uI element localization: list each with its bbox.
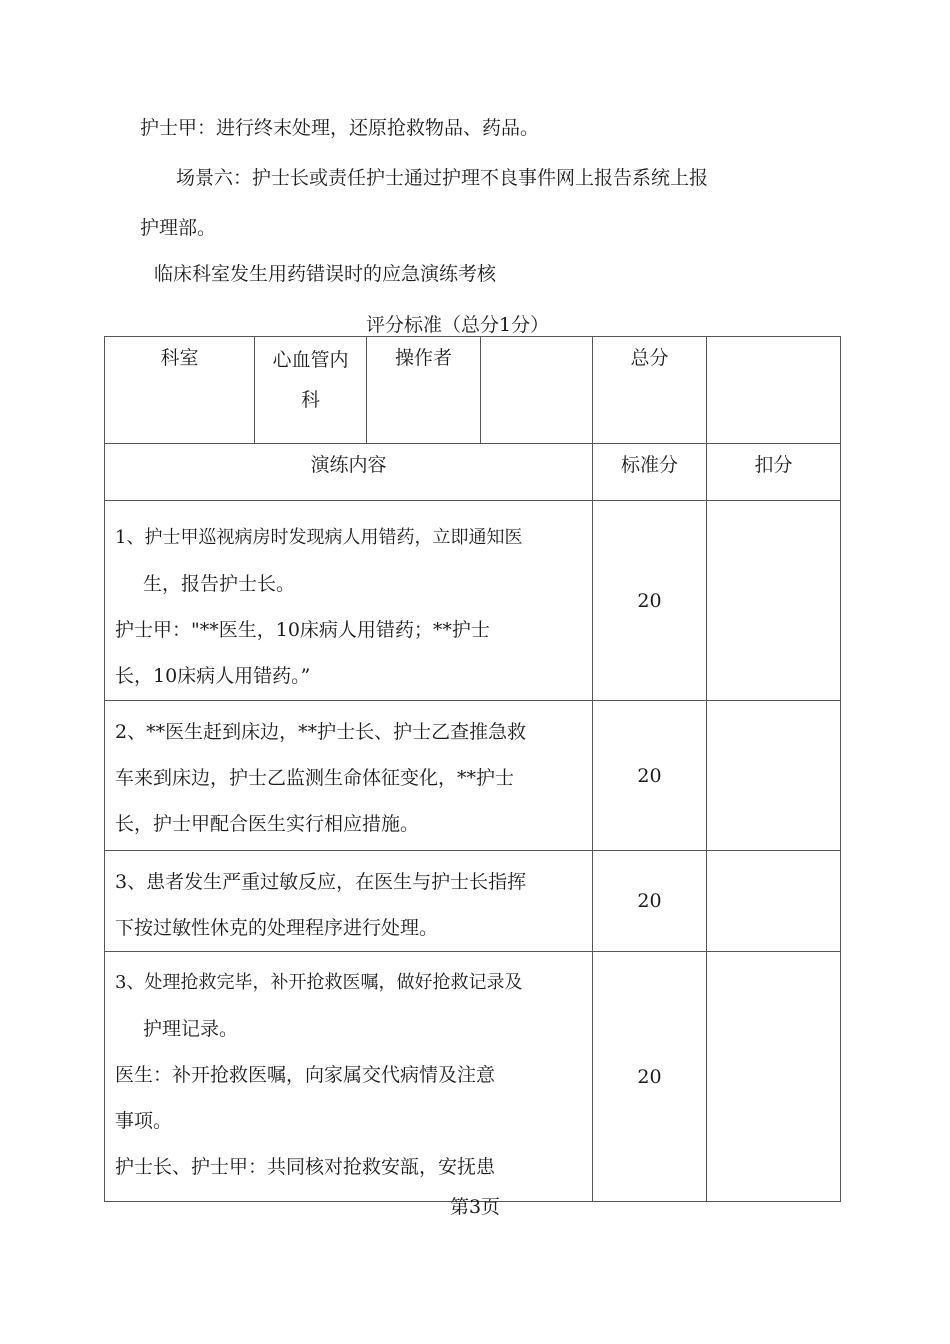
table-row <box>105 701 841 851</box>
table-row <box>105 851 841 952</box>
row-3-content <box>105 851 593 952</box>
deduct-header-cell <box>707 444 841 501</box>
row-2-score: 20 <box>593 701 707 851</box>
standard-header-cell <box>593 444 707 501</box>
deduct-header: 扣分 <box>754 454 793 476</box>
paragraph-scene-six-continued: 护理部。 <box>140 217 217 239</box>
row-4-content <box>105 952 593 1202</box>
paragraph-scene-six: 场景六：护士长或责任护士通过护理不良事件网上报告系统上报 <box>176 167 709 189</box>
page-number: 第3页 <box>449 1196 501 1218</box>
row-3-score: 20 <box>593 851 707 952</box>
table-row <box>105 952 841 1202</box>
standard-header: 标准分 <box>620 454 678 476</box>
total-label: 总分 <box>630 347 669 369</box>
row-3-line-1: 3、患者发生严重过敏反应，在医生与护士长指挥 <box>115 871 527 893</box>
row-4-line-5: 护士长、护士甲：共同核对抢救安瓿，安抚患 <box>115 1156 496 1178</box>
row-4-line-2: 护理记录。 <box>143 1018 239 1040</box>
table-subheader-row <box>105 444 841 501</box>
row-1-line-2: 生，报告护士长。 <box>143 573 296 595</box>
total-value-cell <box>707 337 841 444</box>
row-3-line-2: 下按过敏性休克的处理程序进行处理。 <box>115 917 439 939</box>
row-1-content <box>105 501 593 701</box>
operator-value-cell <box>481 337 593 444</box>
total-label-cell <box>593 337 707 444</box>
table-row <box>105 501 841 701</box>
content-header-cell <box>105 444 593 501</box>
dept-label-cell <box>105 337 255 444</box>
operator-label-cell <box>367 337 481 444</box>
row-2-content <box>105 701 593 851</box>
row-1-score: 20 <box>593 501 707 701</box>
row-2-deduct <box>707 701 841 851</box>
dept-value-line-1: 心血管内 <box>272 349 349 371</box>
row-4-line-1: 3、处理抢救完毕，补开抢救医嘱，做好抢救记录及 <box>115 972 523 993</box>
paragraph-terminal-processing: 护士甲：进行终末处理，还原抢救物品、药品。 <box>140 117 540 139</box>
row-4-score: 20 <box>593 952 707 1202</box>
dept-value-cell <box>255 337 367 444</box>
row-1-line-1: 1、护士甲巡视病房时发现病人用错药，立即通知医 <box>115 527 523 548</box>
document-title: 临床科室发生用药错误时的应急演练考核 <box>154 263 497 285</box>
scoring-table <box>104 336 841 1202</box>
dept-label: 科室 <box>160 347 199 369</box>
row-2-line-1: 2、**医生赶到床边，**护士长、护士乙查推急救 <box>115 721 527 743</box>
row-2-line-2: 车来到床边，护士乙监测生命体征变化，**护士 <box>115 767 515 789</box>
row-1-line-3: 护士甲："**医生，10床病人用错药；**护士 <box>115 619 490 641</box>
row-4-line-3: 医生：补开抢救医嘱，向家属交代病情及注意 <box>115 1064 496 1086</box>
row-1-deduct <box>707 501 841 701</box>
row-1-line-4: 长，10床病人用错药。” <box>115 665 311 687</box>
row-4-deduct <box>707 952 841 1202</box>
row-3-deduct <box>707 851 841 952</box>
dept-value-line-2: 科 <box>300 389 320 411</box>
content-header: 演练内容 <box>310 454 387 476</box>
document-subtitle: 评分标准（总分1分） <box>366 314 550 336</box>
row-4-line-4: 事项。 <box>115 1110 173 1132</box>
row-2-line-3: 长，护士甲配合医生实行相应措施。 <box>115 813 420 835</box>
operator-label: 操作者 <box>394 347 452 369</box>
table-header-row <box>105 337 841 444</box>
